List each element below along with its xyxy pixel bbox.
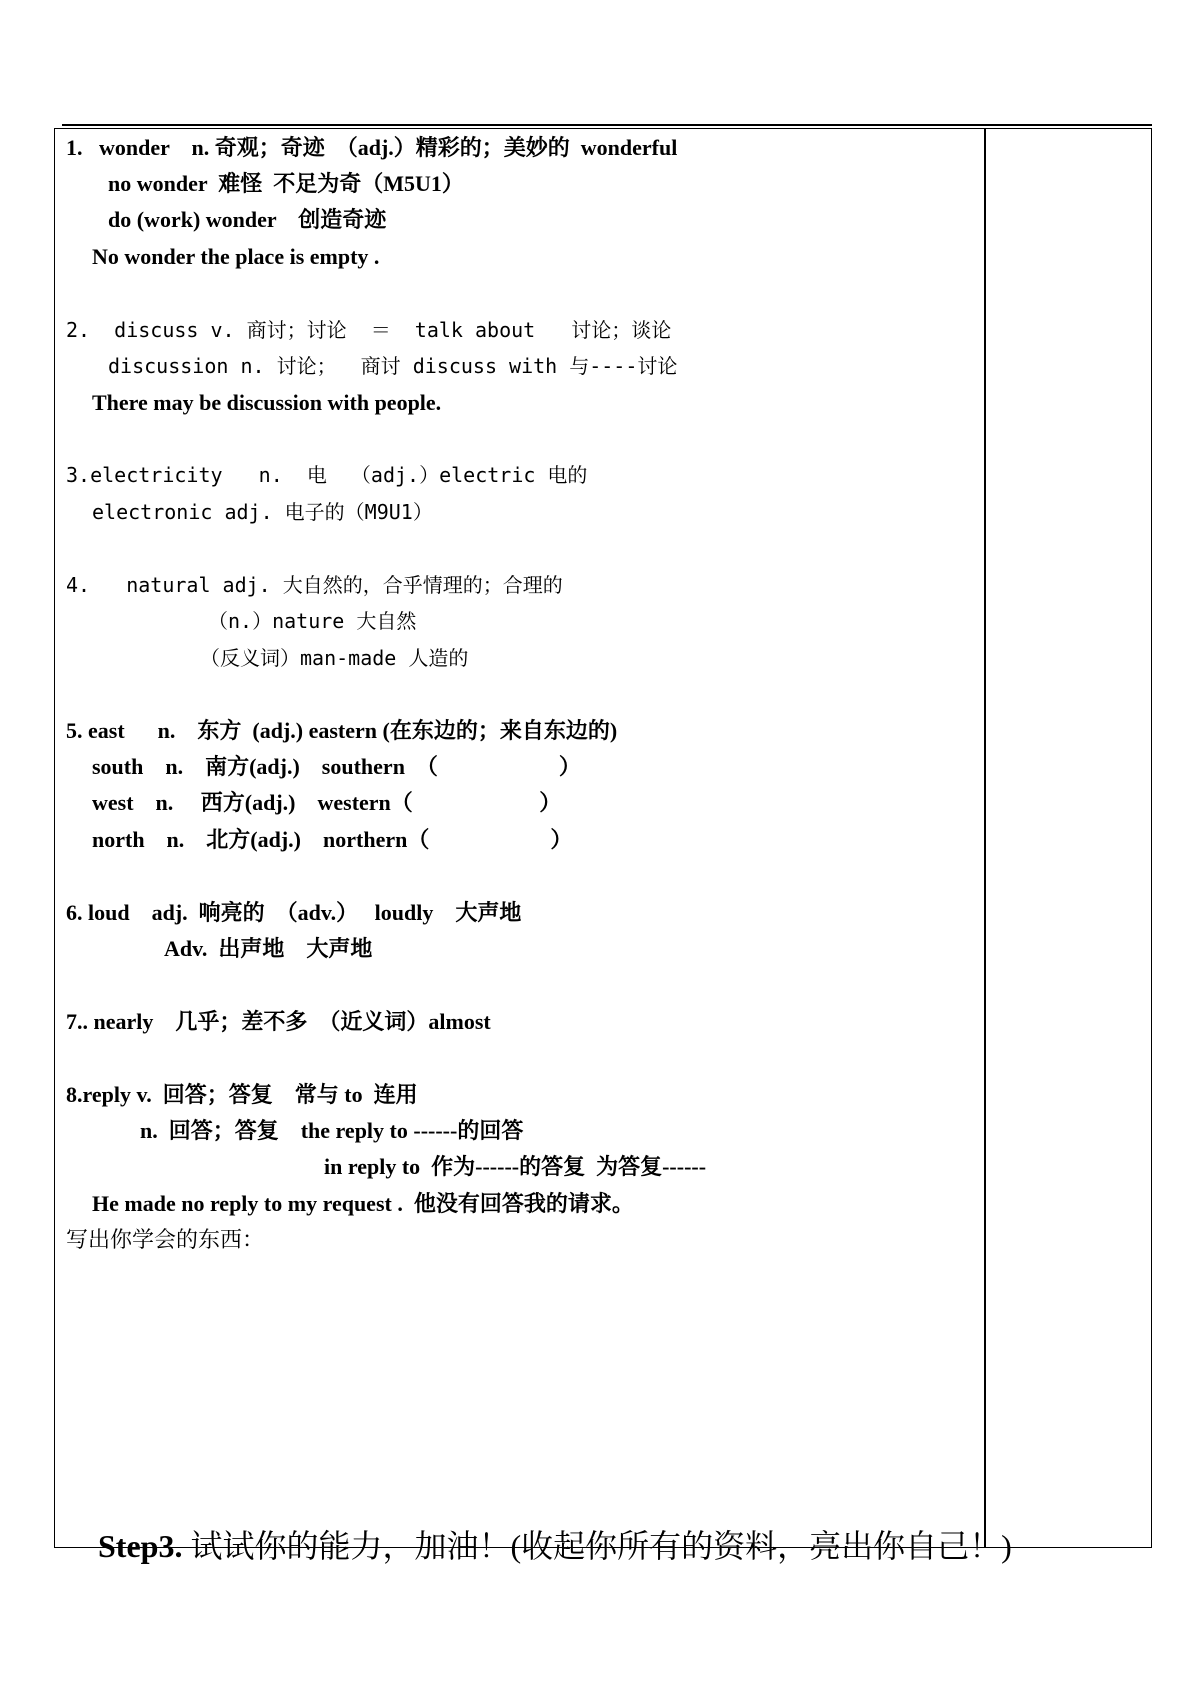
- entry-natural-line3: （反义词）man-made 人造的: [200, 646, 469, 670]
- step3-text: 试试你的能力，加油！(收起你所有的资料，亮出你自己！): [182, 1528, 1012, 1564]
- step3-label: Step3.: [98, 1528, 183, 1564]
- entry-west: west n. 西方(adj.) western（ ）: [92, 790, 562, 815]
- entry-discuss-example: There may be discussion with people.: [92, 390, 442, 415]
- column-divider: [984, 128, 986, 1548]
- entry-loud-line2: Adv. 出声地 大声地: [164, 936, 373, 961]
- entry-east: 5. east n. 东方 (adj.) eastern (在东边的；来自东边的): [66, 718, 618, 743]
- entry-wonder-line3: do (work) wonder 创造奇迹: [108, 207, 387, 232]
- entry-natural-line1: 4. natural adj. 大自然的，合乎情理的；合理的: [66, 573, 563, 597]
- write-prompt: 写出你学会的东西：: [66, 1227, 265, 1252]
- entry-discuss-line1: 2. discuss v. 商讨；讨论 ＝ talk about 讨论；谈论: [66, 318, 672, 342]
- entry-north: north n. 北方(adj.) northern（ ）: [92, 827, 573, 852]
- step3-heading: [66, 1486, 1012, 1606]
- entry-south: south n. 南方(adj.) southern （ ）: [92, 754, 581, 779]
- entry-electricity-line2: electronic adj. 电子的（M9U1）: [92, 500, 433, 524]
- entry-reply-line3: in reply to 作为------的答复 为答复------: [324, 1154, 707, 1179]
- entry-wonder-line2: no wonder 难怪 不足为奇（M5U1）: [108, 171, 464, 196]
- entry-wonder-example: No wonder the place is empty .: [92, 244, 380, 269]
- entry-loud-line1: 6. loud adj. 响亮的 （adv.） loudly 大声地: [66, 900, 522, 925]
- entry-reply-line1: 8.reply v. 回答；答复 常与 to 连用: [66, 1082, 418, 1107]
- entry-natural-line2: （n.）nature 大自然: [208, 609, 417, 633]
- entry-discuss-line2: discussion n. 讨论； 商讨 discuss with 与----讨论: [108, 354, 678, 378]
- header-rule: [62, 124, 1152, 126]
- entry-reply-example: He made no reply to my request . 他没有回答我的请求。: [92, 1191, 634, 1216]
- entry-electricity-line1: 3.electricity n. 电 （adj.）electric 电的: [66, 463, 588, 487]
- entry-wonder-line1: 1. wonder n. 奇观；奇迹 （adj.）精彩的；美妙的 wonderful: [66, 135, 678, 160]
- entry-nearly: 7.. nearly 几乎；差不多 （近义词）almost: [66, 1009, 491, 1034]
- entry-reply-line2: n. 回答；答复 the reply to ------的回答: [140, 1118, 524, 1143]
